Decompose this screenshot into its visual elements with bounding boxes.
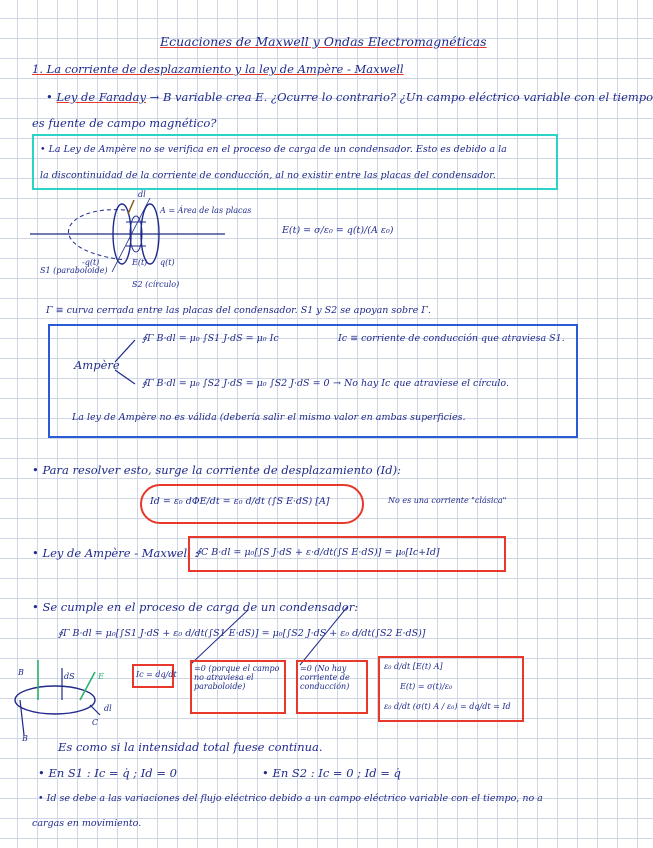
sketch-c: C	[92, 718, 99, 727]
en-s1: • En S1 : Ic = q̇ ; Id = 0	[38, 766, 177, 780]
s2-label: S2 (círculo)	[132, 280, 180, 289]
sketch-b-bottom: B	[22, 734, 28, 743]
page-title: Ecuaciones de Maxwell y Ondas Electromagnéticas	[160, 34, 487, 49]
dl-arrow-icon	[128, 200, 134, 214]
paraboloid-surface	[69, 210, 125, 260]
s1-label: S1 (paraboloide)	[40, 266, 108, 275]
bullet: •	[46, 90, 53, 104]
id-derivation-line-1: ε₀ d/dt [E(t) A]	[384, 662, 443, 671]
loop-c	[15, 686, 95, 714]
gamma-line: Γ ≡ curva cerrada entre las placas del condensador. S1 y S2 se apoyan sobre Γ.	[46, 305, 431, 316]
sketch-b-top: B	[18, 668, 24, 677]
en-s2: • En S2 : Ic = 0 ; Id = q̇	[262, 766, 401, 780]
final-line-1: • Id se debe a las variaciones del flujo eléctrico debido a un campo eléctrico variable con el tiempo, no a	[38, 793, 543, 804]
e-label: E(t)	[132, 258, 148, 267]
b-arrow-bottom	[20, 700, 24, 735]
displacement-intro: • Para resolver esto, surge la corriente de desplazamiento (Id):	[32, 463, 401, 477]
final-line-2: cargas en movimiento.	[32, 818, 142, 829]
intro-rest: B variable crea E. ¿Ocurre lo contrario? ¿Un campo eléctrico variable con el tiempo	[162, 90, 653, 104]
intro-line-2: es fuente de campo magnético?	[32, 116, 217, 130]
ampere-maxwell-formula: ∮C B·dl = μ₀[∫S J·dS + ε·d/dt(∫S E·dS)] = μ₀[Ic+Id]	[196, 547, 440, 558]
process-formula: ∮Γ B·dl = μ₀[∫S1 J·dS + ε₀ d/dt(∫S1 E·dS)] = μ₀[∫S2 J·dS + ε₀ d/dt(∫S2 E·dS)]	[58, 628, 426, 639]
sketch-ds: dS	[64, 672, 75, 681]
process-intro: • Se cumple en el proceso de carga de un condensador:	[32, 600, 359, 614]
arrow-icon: →	[149, 90, 160, 104]
cyan-box-line-1: • La Ley de Ampère no se verifica en el proceso de carga de un condensador. Esto es debido a la	[40, 144, 507, 155]
continuity-note: Es como si la intensidad total fuese continua.	[58, 740, 323, 754]
displacement-note: No es una corriente "clásica"	[388, 496, 507, 505]
ampere-label: Ampère	[74, 358, 120, 372]
faraday-label: Ley de Faraday	[56, 90, 146, 104]
ampere-eq-2: ∮Γ B·dl = μ₀ ∫S2 J·dS = μ₀ ∫S2 J·dS = 0	[142, 378, 330, 389]
q-neg-label: -q(t)	[82, 258, 100, 267]
cyan-box-line-2: la discontinuidad de la corriente de conducción, al no existir entre las placas del condensador.	[40, 170, 496, 181]
id-derivation-line-2: E(t) = σ(t)/ε₀	[400, 682, 453, 691]
section-heading: 1. La corriente de desplazamiento y la ley de Ampère - Maxwell	[32, 62, 404, 76]
q-pos-label: q(t)	[160, 258, 175, 267]
dl-arrow-sketch	[90, 705, 100, 715]
zero-box-2-text: =0 (No hay corriente de conducción)	[300, 664, 350, 691]
displacement-formula: Id = ε₀ dΦE/dt = ε₀ d/dt (∫S E·dS) [A]	[150, 496, 330, 507]
area-label: A = Área de las placas	[160, 206, 252, 215]
ic-box-text: Ic = dq/dt	[136, 670, 177, 679]
ampere-eq-1: ∮Γ B·dl = μ₀ ∫S1 J·dS = μ₀ Ic	[142, 333, 279, 344]
ampere-conclusion: La ley de Ampère no es válida (debería salir el mismo valor en ambas superficies.	[72, 412, 466, 423]
ampere-eq-2-note: → No hay Ic que atraviese el círculo.	[333, 378, 509, 389]
id-derivation-line-3: ε₀ d/dt (σ(t) A / ε₀) = dq/dt = Id	[384, 702, 511, 711]
zero-box-1-text: =0 (porque el campo no atraviesa el paraboloide)	[194, 664, 280, 691]
ampere-maxwell-label: • Ley de Ampère - Maxwell :	[32, 546, 199, 560]
field-formula: E(t) = σ/ε₀ = q(t)/(A ε₀)	[282, 225, 394, 236]
sketch-dl: dl	[104, 704, 112, 713]
dl-label: dl	[138, 190, 146, 199]
ampere-eq-1-note: Ic ≡ corriente de conducción que atraviesa S1.	[338, 333, 565, 344]
sketch-e: E	[98, 672, 104, 681]
